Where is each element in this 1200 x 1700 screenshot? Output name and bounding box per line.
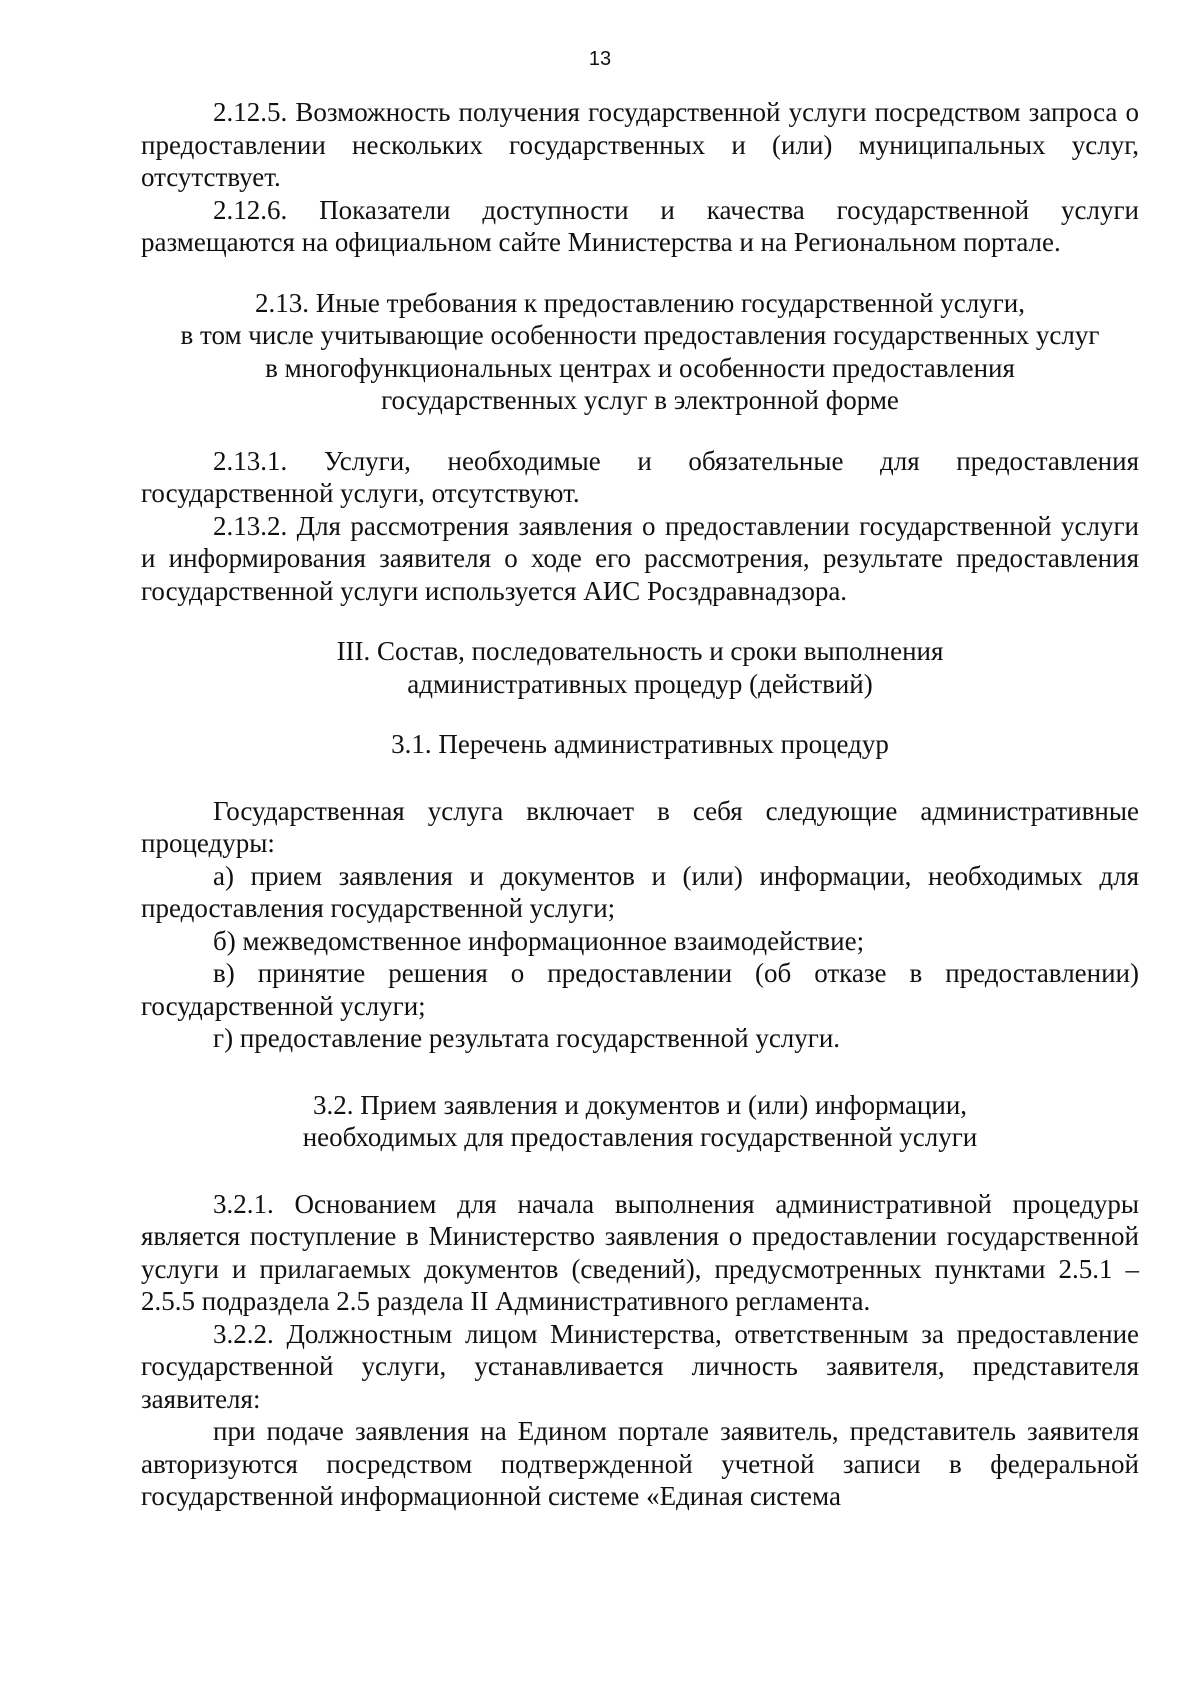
heading-line: административных процедур (действий) <box>407 668 873 699</box>
section-heading <box>141 728 1139 761</box>
paragraph: г) предоставление результата государственной услуги. <box>213 1023 841 1053</box>
heading-line: в том числе учитывающие особенности предоставления государственных услуг <box>180 320 1100 350</box>
spacer <box>141 700 1139 728</box>
heading-line: 3.2. Прием заявления и документов и (или) информации, <box>312 1089 968 1120</box>
spacer <box>141 259 1139 287</box>
paragraph: 2.13.1. Услуги, необходимые и обязательные для предоставления государственной услуги, отсутствуют. <box>141 445 1139 508</box>
spacer <box>141 607 1139 635</box>
heading-line: 2.13. Иные требования к предоставлению государственной услуги, <box>255 287 1025 318</box>
spacer <box>141 1055 1139 1089</box>
heading-line: необходимых для предоставления государственной услуги <box>302 1122 978 1152</box>
paragraph: 3.2.2. Должностным лицом Министерства, ответственным за предоставление государственной услуги, устанавливается личность заявителя, представителя заявителя: <box>141 1318 1139 1414</box>
spacer <box>141 761 1139 795</box>
section-heading <box>141 635 1139 700</box>
paragraph: б) межведомственное информационное взаимодействие; <box>213 925 865 956</box>
spacer <box>141 1154 1139 1188</box>
page-number: 13 <box>588 48 612 70</box>
paragraph: 2.12.5. Возможность получения государственной услуги посредством запроса о предоставлении нескольких государственных и (или) муниципальных услуг, отсутствует. <box>141 97 1139 192</box>
paragraph: Государственная услуга включает в себя следующие административные процедуры: <box>141 795 1139 858</box>
section-heading <box>141 1089 1139 1154</box>
spacer <box>141 417 1139 445</box>
heading-line: государственных услуг в электронной форме <box>381 385 899 415</box>
paragraph: в) принятие решения о предоставлении (об отказе в предоставлении) государственной услуги; <box>141 958 1139 1021</box>
paragraph: а) прием заявления и документов и (или) информации, необходимых для предоставления государственной услуги; <box>141 860 1139 923</box>
paragraph: 2.13.2. Для рассмотрения заявления о предоставлении государственной услуги и информирования заявителя о ходе его рассмотрения, результате предоставления государственной услуги используется АИС Росздравнадзора. <box>141 510 1139 606</box>
document-body <box>141 96 1139 1513</box>
heading-line: в многофункциональных центрах и особенности предоставления <box>265 352 1015 383</box>
heading-line: III. Состав, последовательность и сроки выполнения <box>336 636 944 666</box>
section-heading <box>141 287 1139 417</box>
paragraph: 2.12.6. Показатели доступности и качества государственной услуги размещаются на официальном сайте Министерства и на Региональном портале. <box>141 194 1139 257</box>
paragraph: 3.2.1. Основанием для начала выполнения административной процедуры является поступление в Министерство заявления о предоставлении государственной услуги и прилагаемых документов (сведений), предусмотренных пунктами 2.5.1 – 2.5.5 подраздела 2.5 раздела II Административного регламента. <box>141 1188 1139 1316</box>
paragraph: при подаче заявления на Едином портале заявитель, представитель заявителя авторизуются посредством подтвержденной учетной записи в федеральной государственной информационной системе «Единая система <box>141 1416 1139 1511</box>
heading-line: 3.1. Перечень административных процедур <box>391 729 889 759</box>
